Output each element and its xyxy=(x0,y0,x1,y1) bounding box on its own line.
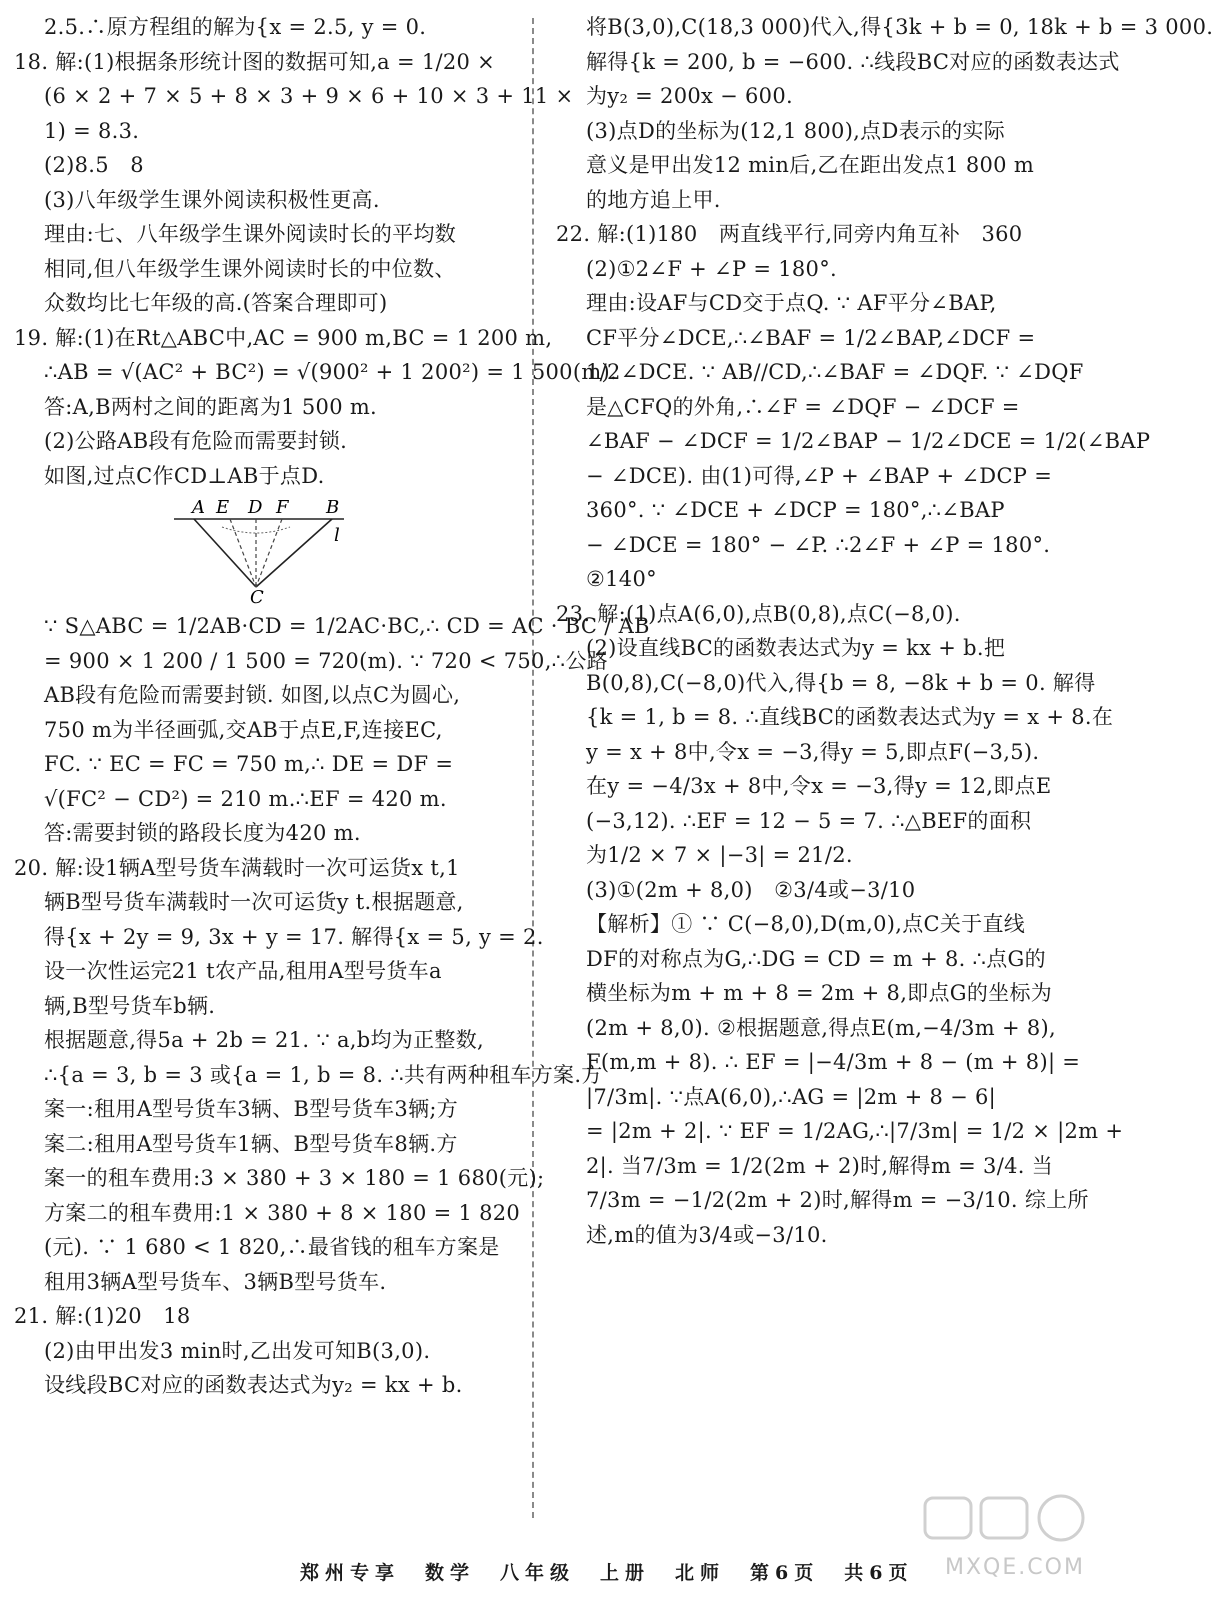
text-line: 案一:租用A型号货车3辆、B型号货车3辆;方 xyxy=(44,1097,459,1121)
text-line: 辆,B型号货车b辆. xyxy=(44,993,216,1018)
text-line: 案一的租车费用:3 × 380 + 3 × 180 = 1 680(元); xyxy=(44,1166,545,1190)
text-line: 360°. ∵ ∠DCE + ∠DCP = 180°,∴∠BAP xyxy=(586,498,1005,522)
text-line: (2)由甲出发3 min时,乙出发可知B(3,0). xyxy=(44,1338,431,1363)
text-line: 解得{k = 200, b = −600. ∴线段BC对应的函数表达式 xyxy=(586,49,1120,74)
text-line: √(FC² − CD²) = 210 m.∴EF = 420 m. xyxy=(44,786,447,811)
label-d: D xyxy=(248,497,263,518)
text-line: 意义是甲出发12 min后,乙在距出发点1 800 m xyxy=(586,153,1035,177)
text-line: (3)①(2m + 8,0) ②3/4或−3/10 xyxy=(586,877,916,902)
text-line: 2.5.∴原方程组的解为{x = 2.5, y = 0. xyxy=(44,15,427,39)
page-footer: 郑州专享 数学 八年级 上册 北师 第6页 共6页 xyxy=(300,1562,914,1584)
text-line: − ∠DCE = 180° − ∠P. ∴2∠F + ∠P = 180°. xyxy=(586,532,1051,557)
text-line: (−3,12). ∴EF = 12 − 5 = 7. ∴△BEF的面积 xyxy=(586,808,1032,833)
watermark-logo xyxy=(905,1490,1105,1590)
text-line: 答:需要封锁的路段长度为420 m. xyxy=(44,821,361,845)
segment-ac xyxy=(194,519,256,587)
column-divider xyxy=(532,18,534,1518)
text-line: (2)①2∠F + ∠P = 180°. xyxy=(586,256,837,281)
text-line: |7/3m|. ∵点A(6,0),∴AG = |2m + 8 − 6| xyxy=(586,1084,996,1109)
text-line: ∵ S△ABC = 1/2AB·CD = 1/2AC·BC,∴ CD = AC · BC / AB xyxy=(44,614,650,638)
watermark-text: MXQE.COM xyxy=(945,1555,1085,1580)
text-line: 设一次性运完21 t农产品,租用A型号货车a xyxy=(44,959,442,983)
text-line: (2)8.5 8 xyxy=(44,153,144,177)
label-c: C xyxy=(250,587,264,608)
text-line: = |2m + 2|. ∵ EF = 1/2AG,∴|7/3m| = 1/2 × |2m + xyxy=(586,1119,1124,1143)
text-line: F(m,m + 8). ∴ EF = |−4/3m + 8 − (m + 8)| = xyxy=(586,1050,1081,1074)
text-line: 述,m的值为3/4或−3/10. xyxy=(586,1222,828,1247)
watermark-box-2 xyxy=(981,1498,1027,1538)
text-line: 2|. 当7/3m = 1/2(2m + 2)时,解得m = 3/4. 当 xyxy=(586,1153,1053,1178)
text-line: y = x + 8中,令x = −3,得y = 5,即点F(−3,5). xyxy=(586,739,1040,764)
right-column xyxy=(556,10,1213,1252)
text-line: ∴{a = 3, b = 3 或{a = 1, b = 8. ∴共有两种租车方案.方 xyxy=(44,1062,603,1087)
text-line: (2)公路AB段有危险而需要封锁. xyxy=(44,429,348,453)
text-line: 23. 解:(1)点A(6,0),点B(0,8),点C(−8,0). xyxy=(556,601,961,626)
text-line: 得{x + 2y = 9, 3x + y = 17. 解得{x = 5, y = 2. xyxy=(44,924,544,949)
text-line: 为1/2 × 7 × |−3| = 21/2. xyxy=(586,843,853,867)
text-line: 7/3m = −1/2(2m + 2)时,解得m = −3/10. 综上所 xyxy=(586,1188,1089,1212)
text-line: 案二:租用A型号货车1辆、B型号货车8辆.方 xyxy=(44,1131,458,1156)
text-line: FC. ∵ EC = FC = 750 m,∴ DE = DF = xyxy=(44,752,454,776)
watermark xyxy=(905,1490,1105,1590)
text-line: ∴AB = √(AC² + BC²) = √(900² + 1 200²) = 1 500(m). xyxy=(44,360,618,384)
watermark-box-1 xyxy=(925,1498,971,1538)
label-b: B xyxy=(326,497,340,518)
geometry-figure xyxy=(44,495,514,608)
text-line: AB段有危险而需要封锁. 如图,以点C为圆心, xyxy=(44,683,461,707)
text-line: ②140° xyxy=(586,567,657,591)
text-line: ∠BAF − ∠DCF = 1/2∠BAP − 1/2∠DCE = 1/2(∠BAP xyxy=(586,429,1151,453)
segment-fc xyxy=(256,519,282,587)
text-line: 22. 解:(1)180 两直线平行,同旁内角互补 360 xyxy=(556,222,1023,246)
text-line: 1) = 8.3. xyxy=(44,118,140,143)
text-line: (2m + 8,0). ②根据题意,得点E(m,−4/3m + 8), xyxy=(586,1015,1056,1040)
label-a: A xyxy=(192,497,205,518)
text-line: 19. 解:(1)在Rt△ABC中,AC = 900 m,BC = 1 200 m, xyxy=(14,325,553,350)
text-line: 的地方追上甲. xyxy=(586,187,721,212)
text-line: 答:A,B两村之间的距离为1 500 m. xyxy=(44,394,378,419)
text-line: 是△CFQ的外角,∴∠F = ∠DQF − ∠DCF = xyxy=(586,394,1020,419)
text-line: 【解析】① ∵ C(−8,0),D(m,0),点C关于直线 xyxy=(586,912,1026,936)
text-line: (2)设直线BC的函数表达式为y = kx + b.把 xyxy=(586,636,1006,660)
text-line: 如图,过点C作CD⊥AB于点D. xyxy=(44,463,325,488)
text-line: 在y = −4/3x + 8中,令x = −3,得y = 12,即点E xyxy=(586,774,1052,798)
text-line: 理由:设AF与CD交于点Q. ∵ AF平分∠BAP, xyxy=(586,291,997,315)
triangle-figure xyxy=(44,495,344,608)
text-line: 750 m为半径画弧,交AB于点E,F,连接EC, xyxy=(44,717,443,742)
text-line: 众数均比七年级的高.(答案合理即可) xyxy=(44,291,388,315)
text-line: 理由:七、八年级学生课外阅读时长的平均数 xyxy=(44,222,457,246)
text-line: (3)八年级学生课外阅读积极性更高. xyxy=(44,187,380,212)
text-line: (6 × 2 + 7 × 5 + 8 × 3 + 9 × 6 + 10 × 3 + 11 × xyxy=(44,84,574,108)
text-line: CF平分∠DCE,∴∠BAF = 1/2∠BAP,∠DCF = xyxy=(586,325,1036,350)
text-line: 21. 解:(1)20 18 xyxy=(14,1304,191,1328)
text-line: (3)点D的坐标为(12,1 800),点D表示的实际 xyxy=(586,118,1006,143)
text-line: 方案二的租车费用:1 × 380 + 8 × 180 = 1 820 xyxy=(44,1200,521,1225)
text-line: 为y₂ = 200x − 600. xyxy=(586,84,793,108)
text-line: 辆B型号货车满载时一次可运货y t.根据题意, xyxy=(44,890,464,914)
watermark-circle xyxy=(1039,1496,1083,1540)
text-line: (元). ∵ 1 680 < 1 820,∴最省钱的租车方案是 xyxy=(44,1235,500,1259)
text-line: {k = 1, b = 8. ∴直线BC的函数表达式为y = x + 8.在 xyxy=(586,705,1114,729)
text-line: − ∠DCE). 由(1)可得,∠P + ∠BAP + ∠DCP = xyxy=(586,463,1053,488)
segment-bc xyxy=(256,519,332,587)
text-line: 将B(3,0),C(18,3 000)代入,得{3k + b = 0, 18k + b = 3 000. xyxy=(586,15,1213,39)
segment-ec xyxy=(230,519,256,587)
text-line: B(0,8),C(−8,0)代入,得{b = 8, −8k + b = 0. 解得 xyxy=(586,670,1096,695)
text-line: DF的对称点为G,∴DG = CD = m + 8. ∴点G的 xyxy=(586,946,1046,971)
text-line: 相同,但八年级学生课外阅读时长的中位数、 xyxy=(44,256,456,281)
text-line: 18. 解:(1)根据条形统计图的数据可知,a = 1/20 × xyxy=(14,49,496,74)
label-e: E xyxy=(216,497,230,518)
text-line: = 900 × 1 200 / 1 500 = 720(m). ∵ 720 < 750,∴公路 xyxy=(44,648,608,673)
text-line: 横坐标为m + m + 8 = 2m + 8,即点G的坐标为 xyxy=(586,981,1053,1005)
label-f: F xyxy=(276,497,289,518)
text-line: 20. 解:设1辆A型号货车满载时一次可运货x t,1 xyxy=(14,855,460,880)
text-line: 租用3辆A型号货车、3辆B型号货车. xyxy=(44,1269,387,1294)
text-line: 1/2∠DCE. ∵ AB//CD,∴∠BAF = ∠DQF. ∵ ∠DQF xyxy=(586,360,1084,384)
text-line: 设线段BC对应的函数表达式为y₂ = kx + b. xyxy=(44,1373,463,1397)
text-line: 根据题意,得5a + 2b = 21. ∵ a,b均为正整数, xyxy=(44,1028,484,1052)
label-l: l xyxy=(334,525,340,546)
